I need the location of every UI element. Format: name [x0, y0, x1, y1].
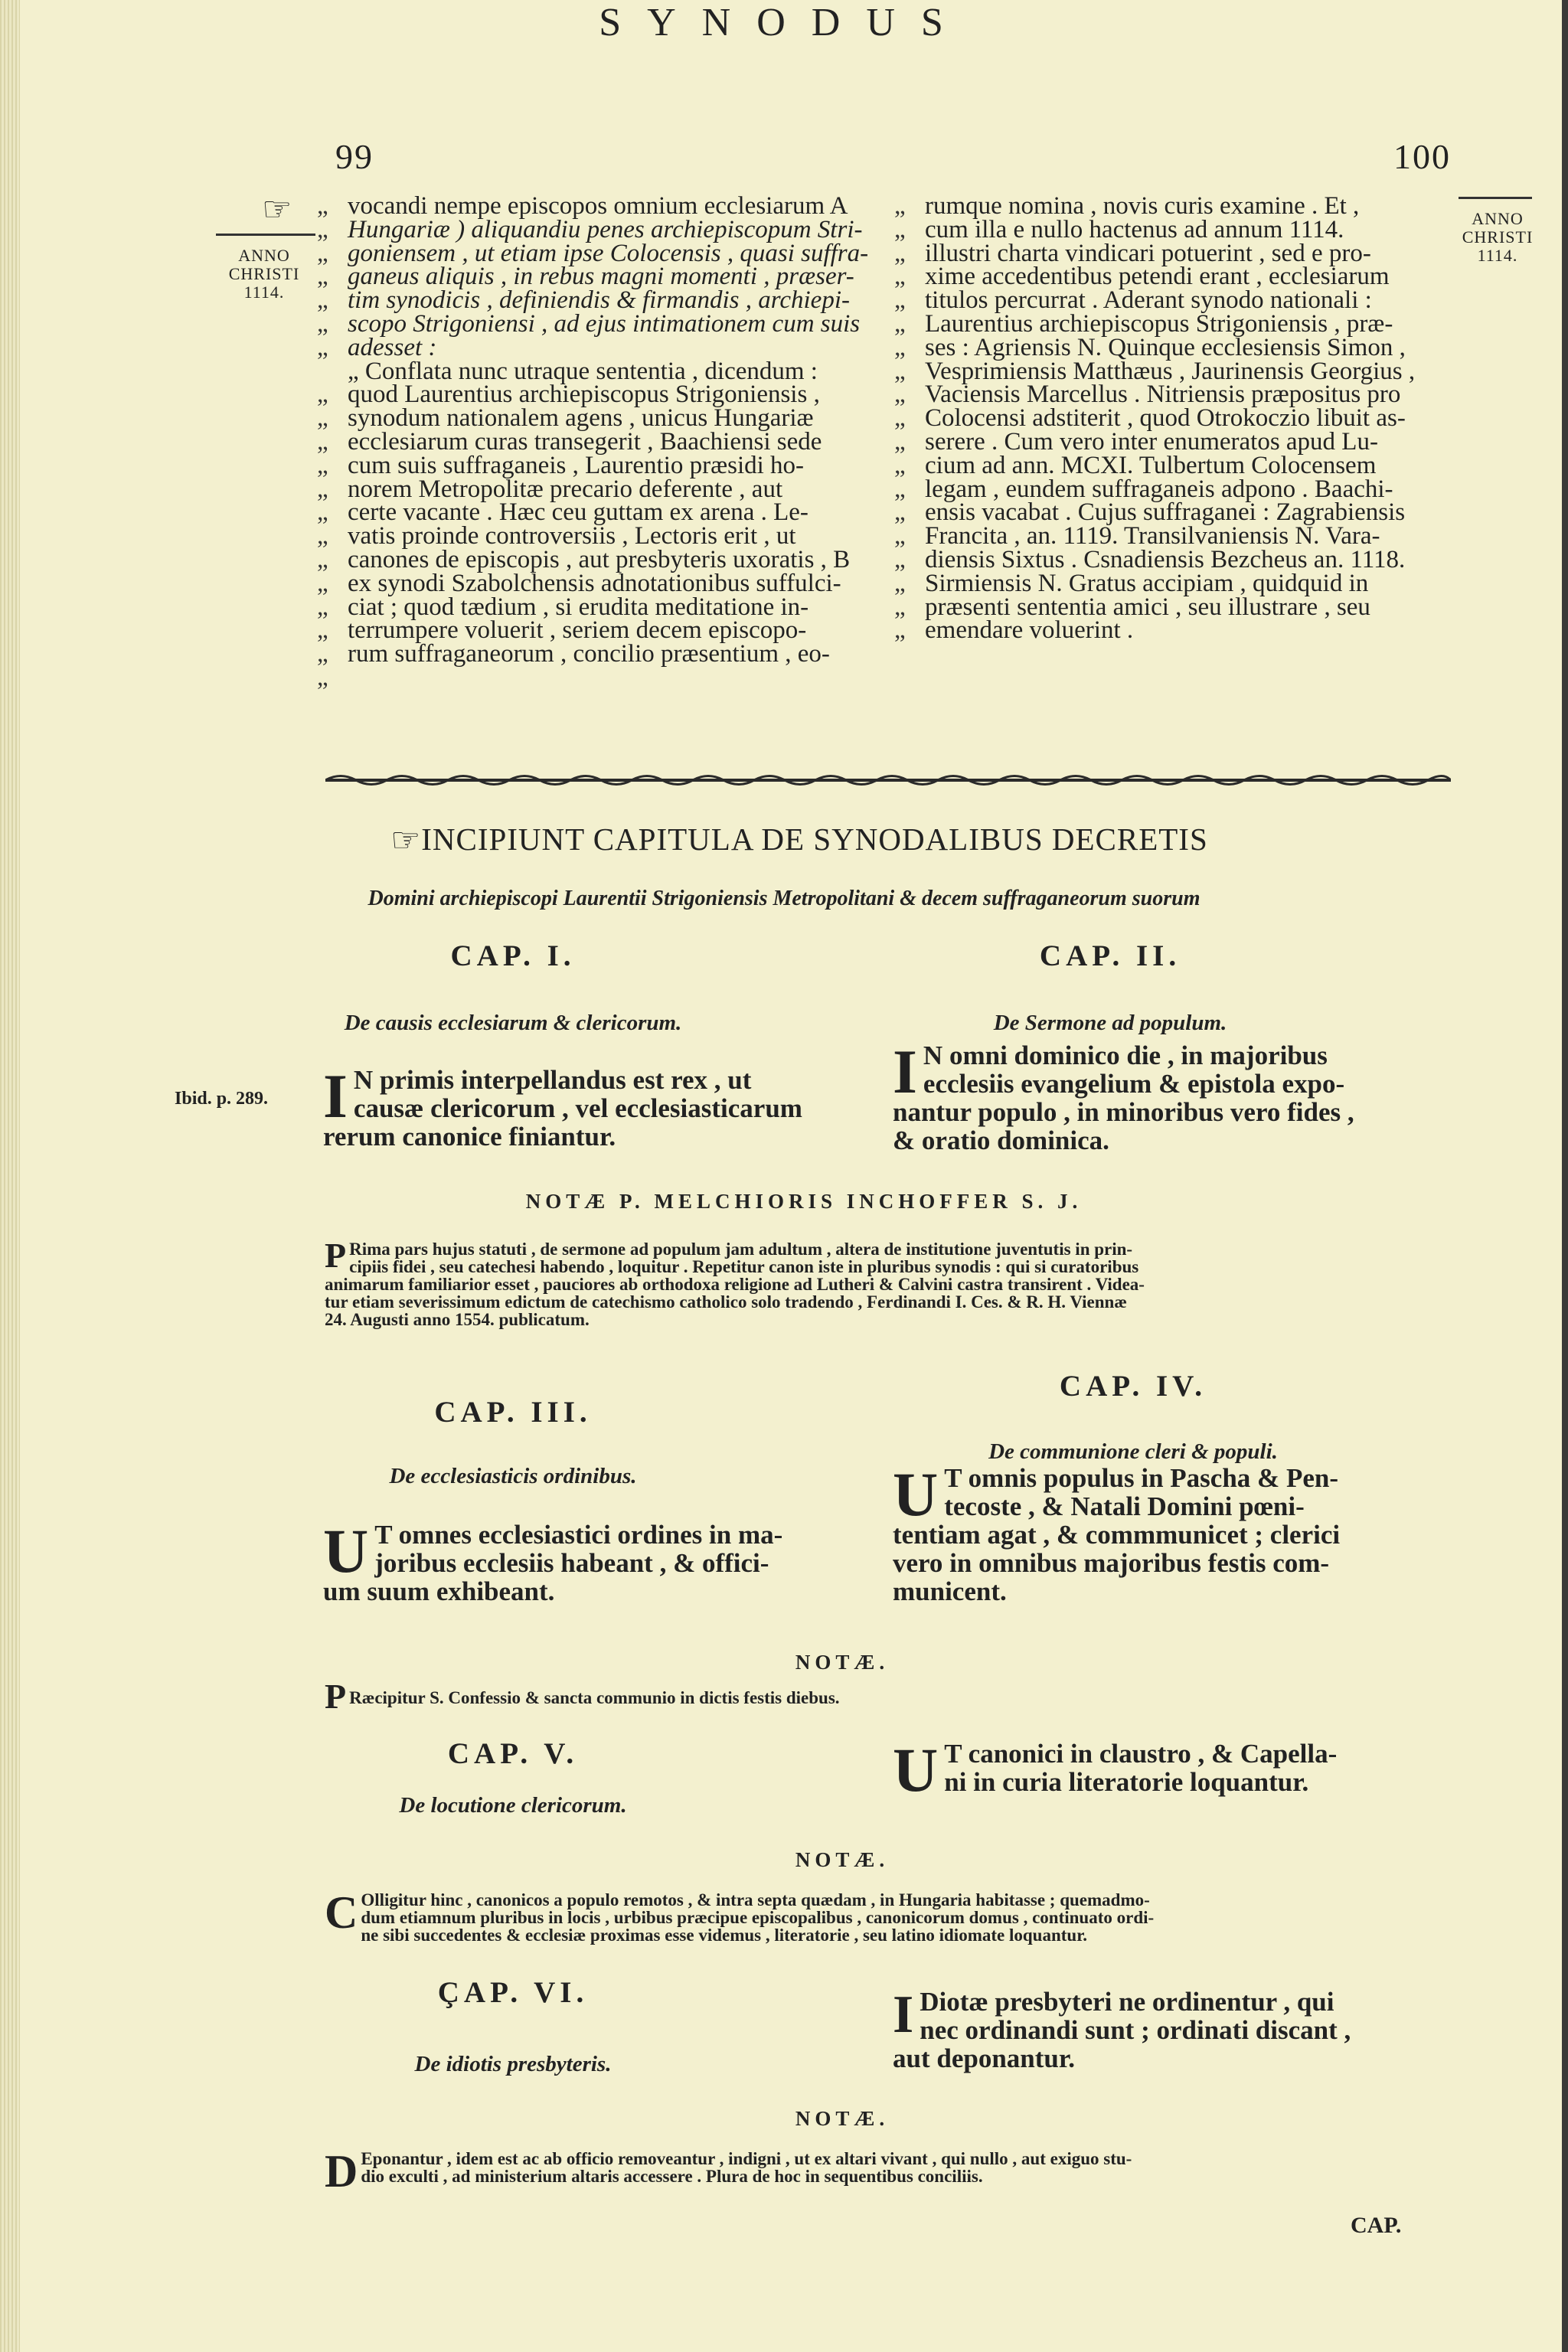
cap-2-text: I N omni dominico die , in majoribus ecclesiis evangelium & epistola expo- nantur populo , in minoribus vero fides , & oratio dominica. [893, 1041, 1475, 1155]
cap5lines-line: T canonici in claustro , & Capella- [944, 1739, 1338, 1769]
margin-rule-right [1459, 197, 1532, 199]
colR-line: diensis Sixtus . Csnadiensis Bezcheus an. 1118. [925, 545, 1406, 573]
quote-marks-left: „ „ „ „ „ „ „ „ „ „ „ „ „ „ „ „ „ „ „ „ [317, 192, 328, 691]
margin-rule-left [216, 234, 315, 236]
note-confessio: P Ræcipitur S. Confessio & sancta communio in dictis festis diebus. [325, 1677, 840, 1716]
notae-melchioris-heading: NOTÆ P. MELCHIORIS INCHOFFER S. J. [525, 1190, 1083, 1213]
cap2lines-line: N omni dominico die , in majoribus [923, 1040, 1328, 1070]
note4lines-line: dio exculti , ad ministerium altaris accessere . Plura de hoc in sequentibus conciliis. [361, 2167, 983, 2186]
cap-3-label: CAP. III. [434, 1396, 592, 1429]
cap-1-heading: De causis ecclesiarum & clericorum. [344, 1011, 682, 1035]
colL-line: canones de episcopis , aut presbyteris uxoratis , B [348, 545, 851, 573]
colR-line: illustri charta vindicari potuerint , sed e pro- [925, 239, 1371, 267]
margin-anno-left: ANNO CHRISTI 1114. [228, 246, 300, 302]
note1lines-line: animarum familiarior esset , pauciores ab orthodoxa religione ad Lutheri & Calvini castra transirent . Videa- [325, 1275, 1145, 1294]
colL-line: certe vacante . Hæc ceu guttam ex arena . Le- [348, 498, 808, 527]
colR-line: Laurentius archiepiscopus Strigoniensis , præ- [925, 309, 1393, 338]
cap-5-text: U T canonici in claustro , & Capella- ni in curia literatorie loquantur. [893, 1740, 1475, 1796]
cap-5-label: CAP. V. [447, 1737, 579, 1770]
cap1lines-line: causæ clericorum , vel ecclesiasticarum [353, 1093, 802, 1123]
cap4lines-line: municent. [893, 1576, 1007, 1606]
cap-4-text: U T omnis populus in Pascha & Pen- tecoste , & Natali Domini pœni- tentiam agat , & commmunicet ; clerici vero in omnibus majoribus festis com- municent. [893, 1464, 1475, 1606]
colR-line: rumque nomina , novis curis examine . Et , [925, 192, 1360, 220]
cap-1-text: I N primis interpellandus est rex , ut causæ clericorum , vel ecclesiasticarum rerum canonice finiantur. [323, 1066, 874, 1151]
colL-line: cum suis suffraganeis , Laurentio præsidi ho- [348, 451, 805, 479]
colR-line: cium ad ann. MCXI. Tulbertum Colocensem [925, 451, 1377, 479]
cap5lines-line: ni in curia literatorie loquantur. [944, 1767, 1309, 1797]
colL-line: goniensem , ut etiam ipse Colocensis , quasi suffra- [348, 239, 869, 267]
cap3lines-line: joribus ecclesiis habeant , & offici- [374, 1548, 769, 1578]
pointing-hand-icon-title: ☞ [390, 822, 421, 859]
page-number-right: 100 [1393, 137, 1451, 176]
cap4lines-line: tecoste , & Natali Domini pœni- [944, 1491, 1305, 1521]
colL-line: scopo Strigoniensi , ad ejus intimationem cum suis [348, 309, 861, 338]
colL-line: ex synodi Szabolchensis adnotationibus suffulci- [348, 569, 841, 597]
colL-line: „ Conflata nunc utraque sententia , dicendum : [348, 357, 818, 385]
colR-line: serere . Cum vero inter enumeratos apud Lu- [925, 427, 1378, 456]
note4lines-line: Eponantur , idem est ac ab officio removeantur , indigni , ut ex altari vivant , qui nullo , aut exiguo stu- [361, 2149, 1132, 2168]
note3lines-line: Olligitur hinc , canonicos a populo remotos , & intra septa quædam , in Hungaria habitasse ; quemadmo- [361, 1890, 1150, 1909]
cap3lines-line: T omnes ecclesiastici ordines in ma- [374, 1520, 783, 1550]
page-number-left: 99 [335, 137, 374, 176]
colR-line: Sirmiensis N. Gratus accipiam , quidquid in [925, 569, 1369, 597]
colL-line: terrumpere voluerit , seriem decem episcopo- [348, 616, 807, 645]
colL-line: Hungariæ ) aliquandiu penes archiepiscopum Stri- [348, 215, 863, 243]
section-subtitle: Domini archiepiscopi Laurentii Strigoniensis Metropolitani & decem suffraganeorum suorum [368, 887, 1200, 910]
colR-line: Vaciensis Marcellus . Nitriensis præpositus pro [925, 381, 1401, 409]
cap-1-label: CAP. I. [450, 939, 576, 972]
colL-line: ciat ; quod tædium , si erudita meditatione in- [348, 593, 809, 621]
colR-line: titulos percurrat . Aderant synodo nationali : [925, 286, 1372, 315]
notae-heading-1: NOTÆ. [795, 1651, 890, 1674]
colL-line: ganeus aliquis , in rebus magni momenti , præser- [348, 263, 854, 291]
colR-line: Francita , an. 1119. Transilvaniensis N. Vara- [925, 522, 1380, 550]
pointing-hand-icon: ☞ [262, 191, 292, 228]
note3lines-line: dum etiamnum pluribus in locis , urbibus præcipue episcopalibus , canonicorum domus , continuato ordi- [361, 1908, 1155, 1927]
commentary-column-right [925, 192, 1416, 645]
margin-ibid: Ibid. p. 289. [175, 1089, 269, 1109]
note1lines-line: 24. Augusti anno 1554. publicatum. [325, 1310, 590, 1329]
note1lines-line: tur etiam severissimum edictum de catechismo catholico solo tradendo , Ferdinandi I. Ces. & R. H. Viennæ [325, 1292, 1127, 1312]
note-deponantur: D Eponantur , idem est ac ab officio removeantur , indigni , ut ex altari vivant , qui nullo , aut exiguo stu- dio exculti , ad ministerium altaris accessere . Plura de hoc in sequentibus conciliis. [325, 2150, 1473, 2191]
colL-line: vatis proinde controversiis , Lectoris erit , ut [348, 522, 796, 550]
colL-line: vocandi nempe episcopos omnium ecclesiarum A [348, 192, 848, 220]
colR-line: cum illa e nullo hactenus ad annum 1114. [925, 215, 1344, 243]
page-stack-edge [0, 0, 20, 2352]
cap-3-text: U T omnes ecclesiastici ordines in ma- joribus ecclesiis habeant , & offici- um suum exhibeant. [323, 1521, 890, 1606]
commentary-column-left [348, 194, 868, 666]
cap-3-heading: De ecclesiasticis ordinibus. [389, 1464, 637, 1488]
cap-5-heading: De locutione clericorum. [399, 1793, 627, 1818]
cap-6-heading: De idiotis presbyteris. [414, 2052, 612, 2076]
colR-line: xime accedentibus petendi erant , ecclesiarum [925, 263, 1390, 291]
colL-line: adesset : [348, 333, 437, 361]
colR-line: præsenti sententia amici , seu illustrare , seu [925, 593, 1370, 621]
notae-heading-3: NOTÆ. [795, 2107, 890, 2130]
notae-heading-2: NOTÆ. [795, 1848, 890, 1871]
colR-line: ses : Agriensis N. Quinque ecclesiensis Simon , [925, 333, 1406, 361]
cap2lines-line: & oratio dominica. [893, 1125, 1109, 1155]
cap-6-label: ÇAP. VI. [437, 1976, 589, 2009]
colR-line: legam , eundem suffraganeis adpono . Baachi- [925, 475, 1393, 503]
cap-6-text: I Diotæ presbyteri ne ordinentur , qui nec ordinandi sunt ; ordinati discant , aut deponantur. [893, 1988, 1475, 2073]
cap-2-label: CAP. II. [1039, 939, 1181, 972]
cap1lines-line: rerum canonice finiantur. [323, 1122, 616, 1152]
ornament-rule [325, 772, 1451, 789]
colL-line: rum suffraganeorum , concilio præsentium , eo- [348, 640, 830, 668]
note1lines-line: Rima pars hujus statuti , de sermone ad populum jam adultum , altera de institutione juventutis in prin- [349, 1240, 1133, 1259]
note-melchioris: P Rima pars hujus statuti , de sermone ad populum jam adultum , altera de institutione juventutis in prin- cipiis fidei , seu catechesi habendo , loquitur . Repetitur canon iste in pluribus synodis : qui si curatoribus animarum familiarior esset , pauciores ab orthodoxa religione ad Lutheri & Calvini castra transirent . Videa- tur etiam severissimum edictum de catechismo catholico solo tradendo , Ferdinandi I. Ces. & R. H. Viennæ 24. Augusti anno 1554. publicatum. [325, 1240, 1473, 1328]
quote-marks-right: „ „ „ „ „ „ „ „ „ „ „ „ „ „ „ „ „ „ „ [894, 192, 906, 645]
colL-line: tim synodicis , definiendis & firmandis , archiepi- [348, 286, 850, 315]
colL-line: ecclesiarum curas transegerit , Baachiensi sede [348, 427, 822, 456]
cap-4-heading: De communione cleri & populi. [988, 1439, 1278, 1464]
cap2lines-line: ecclesiis evangelium & epistola expo- [923, 1069, 1345, 1099]
running-title: SYNODUS [599, 1, 969, 44]
colL-line: quod Laurentius archiepiscopus Strigoniensis , [348, 381, 820, 409]
cap4lines-line: tentiam agat , & commmunicet ; clerici [893, 1520, 1341, 1550]
colL-line: norem Metropolitæ precario deferente , aut [348, 475, 783, 503]
note-canonicos: C Olligitur hinc , canonicos a populo remotos , & intra septa quædam , in Hungaria habitasse ; quemadmo- dum etiamnum pluribus in locis , urbibus præcipue episcopalibus , canonicorum domus , continuato ordi- ne sibi succedentes & ecclesiæ proximas esse videmus , literatorie , seu latino idiomate loquantur. [325, 1891, 1473, 1944]
cap-2-heading: De Sermone ad populum. [993, 1011, 1227, 1035]
cap6lines-line: aut deponantur. [893, 2043, 1075, 2073]
section-title: INCIPIUNT CAPITULA DE SYNODALIBUS DECRETIS [421, 822, 1208, 857]
cap6lines-line: Diotæ presbyteri ne ordinentur , qui [920, 1987, 1334, 2017]
margin-anno-right: ANNO CHRISTI 1114. [1462, 209, 1534, 265]
cap4lines-line: vero in omnibus majoribus festis com- [893, 1548, 1330, 1578]
cap4lines-line: T omnis populus in Pascha & Pen- [944, 1463, 1338, 1493]
colR-line: Colocensi adstiterit , quod Otrokoczio libuit as- [925, 404, 1406, 433]
cap1lines-line: N primis interpellandus est rex , ut [353, 1065, 752, 1095]
note3lines-line: ne sibi succedentes & ecclesiæ proximas esse videmus , literatorie , seu latino idiomate loquantur. [361, 1926, 1088, 1945]
cap-4-label: CAP. IV. [1059, 1370, 1207, 1403]
cap2lines-line: nantur populo , in minoribus vero fides , [893, 1097, 1354, 1127]
colR-line: Vesprimiensis Matthæus , Jaurinensis Georgius , [925, 357, 1416, 385]
colR-line: emendare voluerint . [925, 616, 1134, 645]
binding-edge [1562, 0, 1568, 2352]
colR-line: ensis vacabat . Cujus suffraganei : Zagrabiensis [925, 498, 1406, 527]
catchword: CAP. [1351, 2213, 1402, 2238]
colL-line: synodum nationalem agens , unicus Hungariæ [348, 404, 814, 433]
cap3lines-line: um suum exhibeant. [323, 1576, 555, 1606]
note1lines-line: cipiis fidei , seu catechesi habendo , loquitur . Repetitur canon iste in pluribus synodis : qui si curatoribus [349, 1257, 1139, 1276]
cap6lines-line: nec ordinandi sunt ; ordinati discant , [920, 2015, 1351, 2045]
